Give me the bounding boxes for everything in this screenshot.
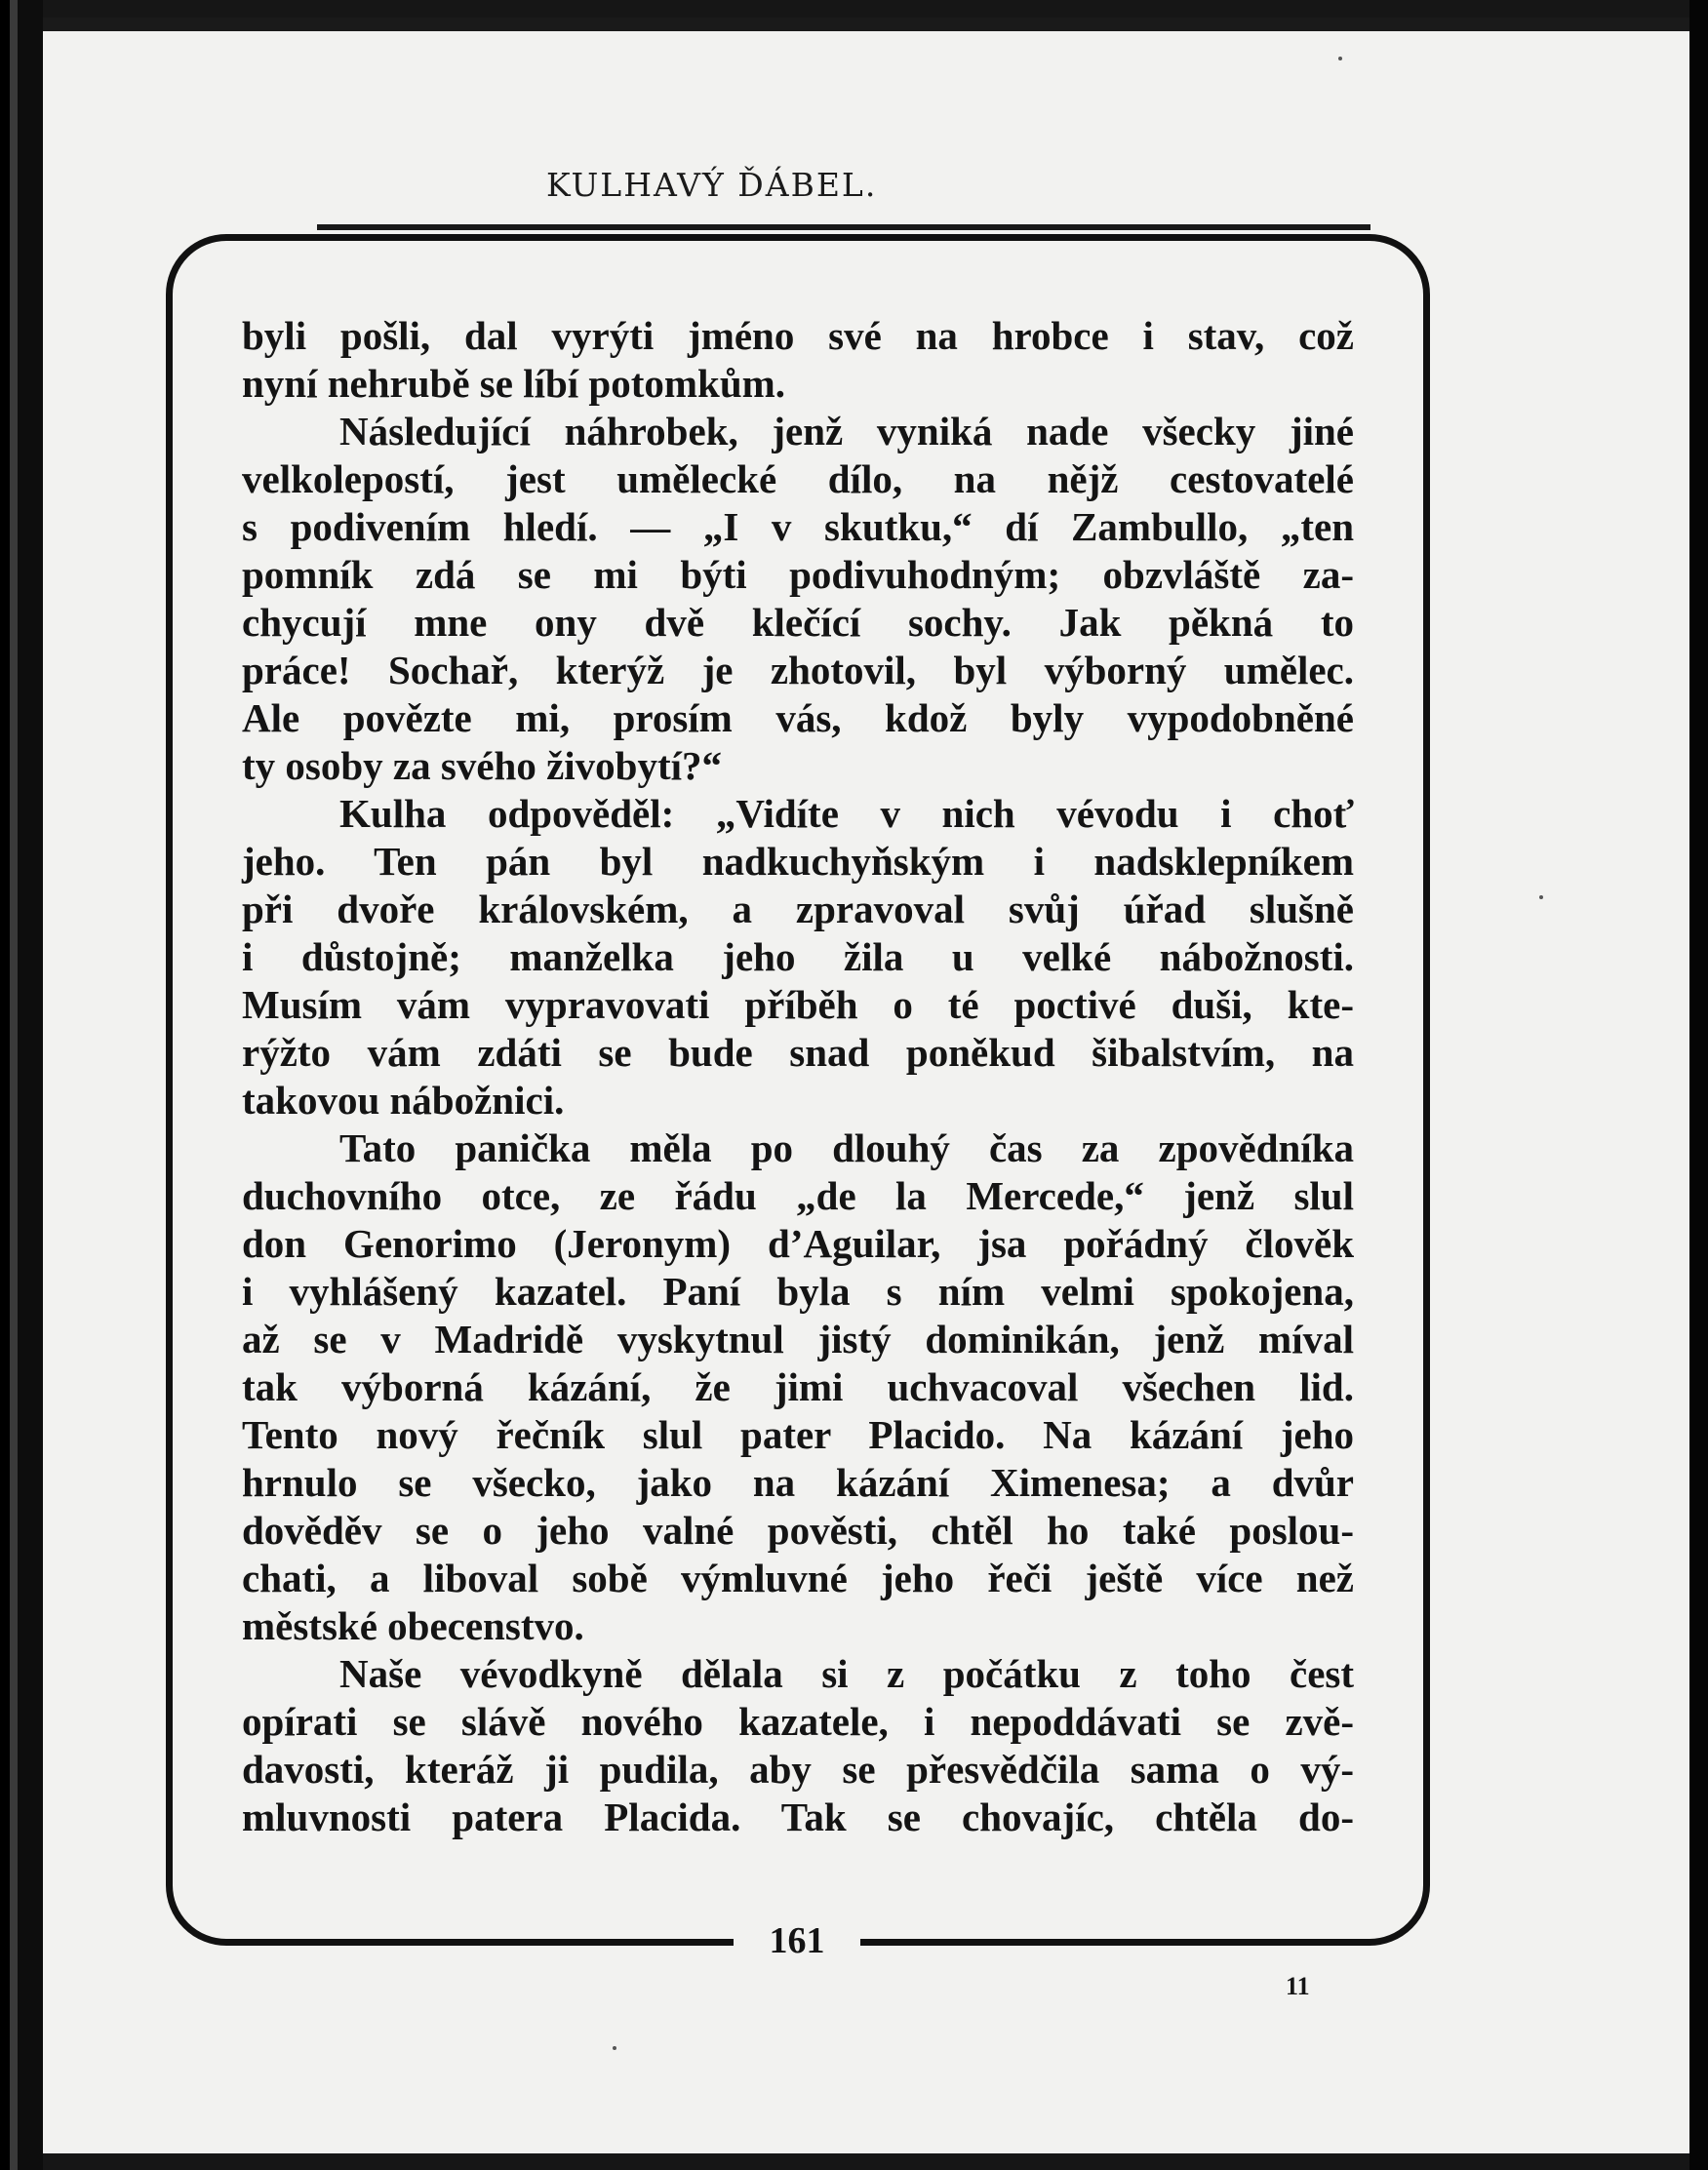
text-line: i vyhlášený kazatel. Paní byla s ním velmi spokojena, [242,1269,1354,1314]
book-spine-edge [0,0,43,2170]
text-line: Tento nový řečník slul pater Placido. Na kázání jeho [242,1412,1354,1457]
page-number: 161 [769,1920,825,1961]
text-line: don Genorimo (Jeronym) d’Aguilar, jsa pořádný člověk [242,1221,1354,1266]
text-line: dověděv se o jeho valné pověsti, chtěl ho také poslou- [242,1508,1354,1553]
text-line: jeho. Ten pán byl nadkuchyňským i nadsklepníkem [242,839,1354,884]
text-line: chati, a liboval sobě výmluvné jeho řeči ještě více než [242,1556,1354,1600]
text-line: nyní nehrubě se líbí potomkům. [242,361,786,406]
text-line: až se v Madridě vyskytnul jistý dominikán, jenž míval [242,1317,1354,1361]
text-line: mluvnosti patera Placida. Tak se chovajíc, chtěla do- [242,1795,1354,1839]
paper-speck [1338,57,1342,60]
text-line: městské obecenstvo. [242,1603,584,1648]
text-line: chycují mne ony dvě klečící sochy. Jak pěkná to [242,600,1354,645]
frame-top-rule [317,224,1370,230]
text-line: Musím vám vypravovati příběh o té poctivé duši, kte- [242,982,1354,1027]
text-line: rýžto vám zdáti se bude snad poněkud šibalstvím, na [242,1030,1354,1075]
text-line: Naše vévodkyně dělala si z počátku z toho čest [339,1651,1354,1696]
text-line: tak výborná kázání, že jimi uchvacoval všechen lid. [242,1364,1354,1409]
text-line: s podivením hledí. — „I v skutku,“ dí Zambullo, „ten [242,504,1354,549]
text-line: duchovního otce, ze řádu „de la Mercede,“ jenž slul [242,1173,1354,1218]
text-line: Tato panička měla po dlouhý čas za zpovědníka [339,1125,1354,1170]
text-line: Ale povězte mi, prosím vás, kdož byly vypodobněné [242,695,1354,740]
text-line: hrnulo se všecko, jako na kázání Ximenesa; a dvůr [242,1460,1354,1505]
running-title: KULHAVÝ ĎÁBEL. [546,166,878,204]
scan-border [1689,0,1708,2170]
text-line: byli pošli, dal vyrýti jméno své na hrobce i stav, což [242,313,1354,358]
text-line: velkolepostí, jest umělecké dílo, na nějž cestovatelé [242,456,1354,501]
text-line: davosti, kteráž ji pudila, aby se přesvědčila sama o vý- [242,1747,1354,1792]
paper-speck [613,2046,616,2050]
text-line: pomník zdá se mi býti podivuhodným; obzvláště za- [242,552,1354,597]
text-line: opírati se slávě nového kazatele, i nepoddávati se zvě- [242,1699,1354,1744]
text-line: při dvoře královském, a zpravoval svůj úřad slušně [242,887,1354,931]
text-line: práce! Sochař, kterýž je zhotovil, byl výborný umělec. [242,648,1354,692]
text-line: Následující náhrobek, jenž vyniká nade všecky jiné [339,409,1354,454]
signature-mark: 11 [1286,1972,1310,2000]
paper-speck [1539,895,1543,899]
text-line: ty osoby za svého živobytí?“ [242,743,722,788]
text-line: takovou nábožnici. [242,1078,565,1123]
page-body-text [242,312,1354,1841]
text-line: i důstojně; manželka jeho žila u velké nábožnosti. [242,934,1354,979]
text-line: Kulha odpověděl: „Vidíte v nich vévodu i choť [339,791,1354,836]
